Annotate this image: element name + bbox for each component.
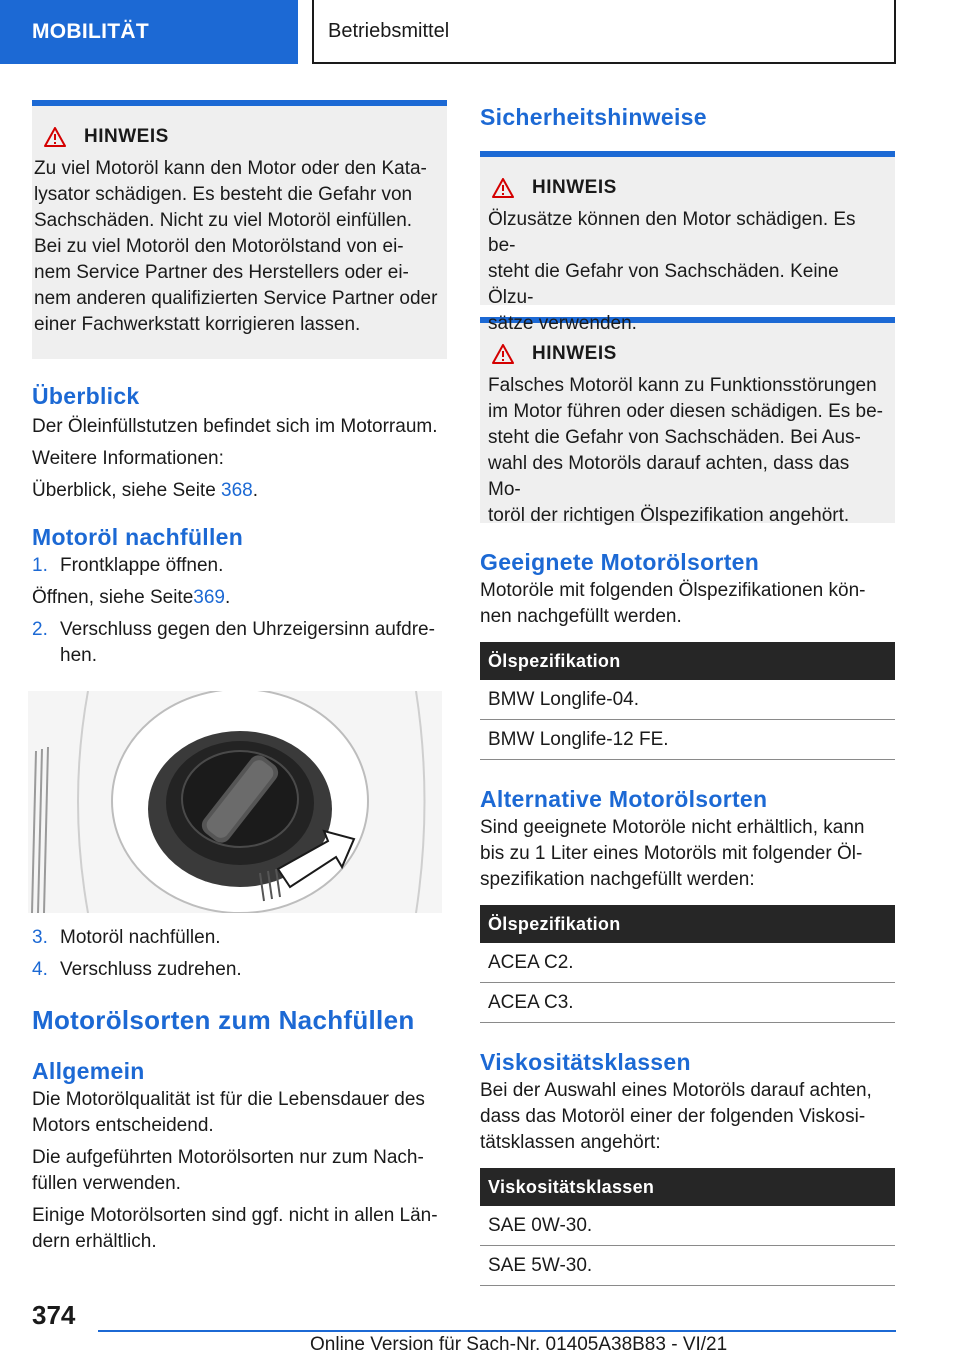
table-header: Ölspezifikation bbox=[480, 905, 895, 943]
overview-reference: Überblick, siehe Seite 368. bbox=[32, 480, 259, 501]
section-tab bbox=[0, 0, 298, 64]
heading-oil-types: Motorölsorten zum Nachfüllen bbox=[32, 1005, 415, 1035]
table-header: Viskositätsklassen bbox=[480, 1168, 895, 1206]
heading-suitable-oils: Geeignete Motorölsorten bbox=[480, 549, 760, 575]
heading-safety: Sicherheitshinweise bbox=[480, 104, 707, 130]
general-text-2: Die aufgeführten Motorölsorten nur zum Nach- füllen verwenden. bbox=[32, 1147, 424, 1194]
heading-viscosity: Viskositätsklassen bbox=[480, 1049, 691, 1075]
notice-text: Zu viel Motoröl kann den Motor oder den Kata- lysator schädigen. Es besteht die Gefahr von Sachschäden. Nicht zu viel Motoröl einfüllen. Bei zu viel Motoröl den Motorölstand von ei- nem Service Partner des Herstellers oder ei- nem anderen qualifizierten Service Partner oder einer Fachwerkstatt korrigieren lassen. bbox=[34, 158, 438, 335]
step-1: 1. Frontklappe öffnen. bbox=[32, 555, 224, 576]
table-row: ACEA C3. bbox=[480, 983, 895, 1023]
notice-box bbox=[480, 317, 895, 526]
general-text-1: Die Motorölqualität ist für die Lebensdauer des Motors entscheidend. bbox=[32, 1089, 425, 1136]
general-text-3: Einige Motorölsorten sind ggf. nicht in allen Län- dern erhältlich. bbox=[32, 1205, 438, 1252]
table-row: SAE 0W-30. bbox=[480, 1206, 895, 1246]
left-column bbox=[32, 100, 447, 1255]
page-number: 374 bbox=[32, 1300, 76, 1330]
alt-oil-spec-table bbox=[480, 905, 895, 1023]
heading-alternative-oils: Alternative Motorölsorten bbox=[480, 786, 768, 812]
heading-refill: Motoröl nachfüllen bbox=[32, 524, 244, 550]
step-2: 2. Verschluss gegen den Uhrzeigersinn aufdre- hen. bbox=[32, 619, 435, 666]
overview-text: Der Öleinfüllstutzen befindet sich im Motorraum. bbox=[32, 416, 438, 437]
table-header: Ölspezifikation bbox=[480, 642, 895, 680]
table-row: SAE 5W-30. bbox=[480, 1246, 895, 1286]
notice-text: Ölzusätze können den Motor schädigen. Es be- steht die Gefahr von Sachschäden. Keine Ölzu- sätze verwenden. bbox=[488, 209, 856, 334]
table-row: BMW Longlife-04. bbox=[480, 680, 895, 720]
warning-icon bbox=[492, 344, 514, 364]
suitable-text: Motoröle mit folgenden Ölspezifikationen kön- nen nachgefüllt werden. bbox=[480, 580, 866, 627]
step-4: 4. Verschluss zudrehen. bbox=[32, 959, 242, 980]
footer-divider bbox=[98, 1330, 896, 1332]
warning-icon bbox=[44, 127, 66, 147]
table-row: ACEA C2. bbox=[480, 943, 895, 983]
alternative-text: Sind geeignete Motoröle nicht erhältlich, kann bis zu 1 Liter eines Motoröls mit folgender Öl- spezifikation nachgefüllt werden: bbox=[480, 817, 865, 890]
notice-box bbox=[480, 151, 895, 334]
viscosity-text: Bei der Auswahl eines Motoröls darauf achten, dass das Motoröl einer der folgenden Viskosi- tätsklassen angehört: bbox=[480, 1080, 872, 1153]
notice-title: HINWEIS bbox=[34, 126, 439, 148]
footer-text: Online Version für Sach-Nr. 01405A38B83 - VI/21 bbox=[310, 1334, 728, 1355]
notice-title: HINWEIS bbox=[482, 177, 887, 199]
heading-overview: Überblick bbox=[32, 383, 140, 409]
page-link-369[interactable]: 369 bbox=[193, 587, 225, 608]
notice-text: Falsches Motoröl kann zu Funktionsstörungen im Motor führen oder diesen schädigen. Es be- steht die Gefahr von Sachschäden. Bei Aus- wahl des Motoröls darauf achten, dass das Mo- toröl der richtigen Ölspezifikation angehört. bbox=[488, 375, 883, 526]
section-label: MOBILITÄT bbox=[32, 20, 150, 43]
page-link-368[interactable]: 368 bbox=[221, 480, 253, 501]
more-info-text: Weitere Informationen: bbox=[32, 448, 224, 469]
step-1-reference: Öffnen, siehe Seite 369 . bbox=[32, 585, 447, 611]
oil-filler-cap-illustration bbox=[28, 691, 442, 913]
warning-icon bbox=[492, 178, 514, 198]
right-column bbox=[480, 100, 895, 1286]
chapter-tab bbox=[312, 0, 896, 64]
oil-spec-table bbox=[480, 642, 895, 760]
notice-box bbox=[32, 100, 447, 359]
heading-general: Allgemein bbox=[32, 1058, 145, 1084]
step-3: 3. Motoröl nachfüllen. bbox=[32, 927, 221, 948]
notice-title: HINWEIS bbox=[482, 343, 887, 365]
chapter-label: Betriebsmittel bbox=[328, 19, 450, 42]
table-row: BMW Longlife-12 FE. bbox=[480, 720, 895, 760]
viscosity-table bbox=[480, 1168, 895, 1286]
